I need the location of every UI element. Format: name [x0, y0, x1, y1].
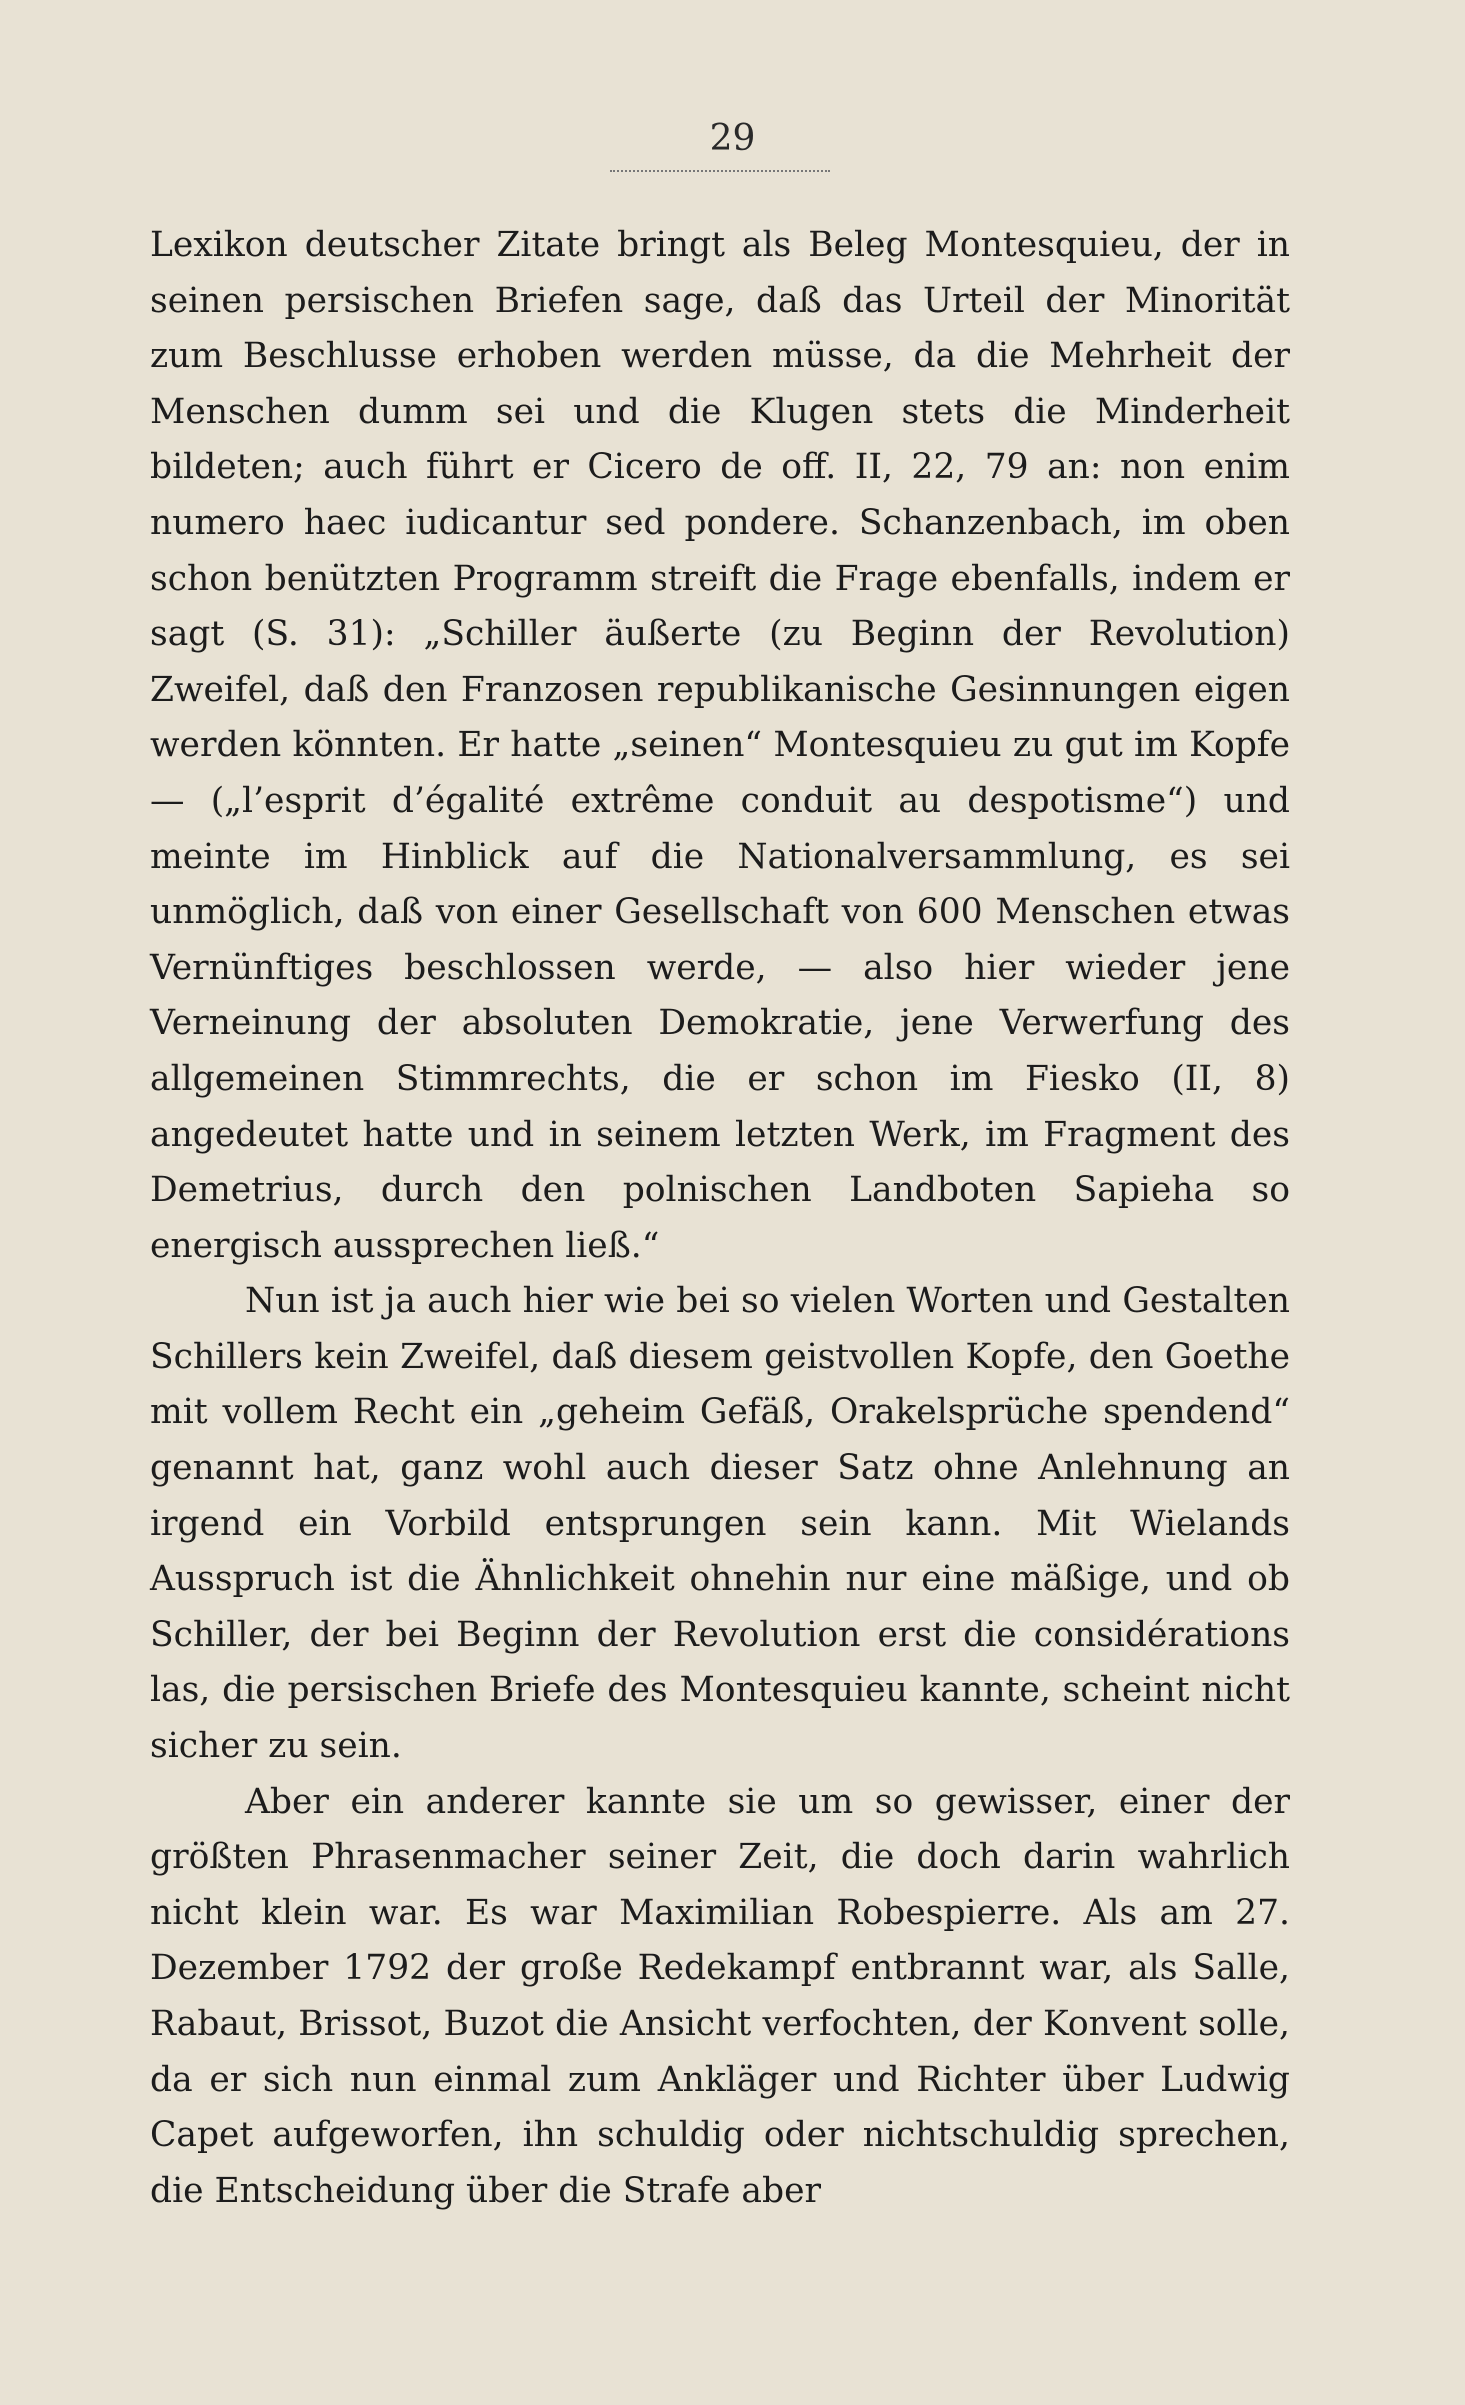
paragraph-3: Aber ein anderer kannte sie um so gewisser, einer der größten Phrasenmacher seiner Zeit, die doch darin wahrlich nicht klein war. Es war Maximilian Robespierre. Als am 27. Dezember 1792 der große Redekampf entbrannt war, als Salle, Rabaut, Brissot, Buzot die Ansicht verfochten, der Konvent solle, da er sich nun einmal zum Ankläger und Richter über Ludwig Capet aufgeworfen, ihn schuldig oder nichtschuldig sprechen, die Entscheidung über die Strafe aber	[150, 1781, 1290, 2211]
paragraph-1: Lexikon deutscher Zitate bringt als Beleg Montesquieu, der in seinen persischen Briefen sage, daß das Urteil der Minorität zum Beschlusse erhoben werden müsse, da die Mehrheit der Menschen dumm sei und die Klugen stets die Minderheit bildeten; auch führt er Cicero de off. II, 22, 79 an: non enim numero haec iudicantur sed pondere. Schanzenbach, im oben schon benützten Programm streift die Frage ebenfalls, indem er sagt (S. 31): „Schiller äußerte (zu Beginn der Revolution) Zweifel, daß den Franzosen republikanische Gesinnungen eigen werden könnten. Er hatte „seinen“ Montesquieu zu gut im Kopfe — („l’esprit d’égalité extrême conduit au despotisme“) und meinte im Hinblick auf die Nationalversammlung, es sei unmöglich, daß von einer Gesellschaft von 600 Menschen etwas Vernünftiges beschlossen werde, — also hier wieder jene Verneinung der absoluten Demokratie, jene Verwerfung des allgemeinen Stimmrechts, die er schon im Fiesko (II, 8) angedeutet hatte und in seinem letzten Werk, im Fragment des Demetrius, durch den polnischen Landboten Sapieha so energisch aussprechen ließ.“	[150, 225, 1290, 1266]
body-text	[150, 218, 1290, 2219]
header-divider	[610, 170, 830, 172]
page-number: 29	[709, 118, 756, 159]
paragraph-2: Nun ist ja auch hier wie bei so vielen Worten und Gestalten Schillers kein Zweifel, daß diesem geistvollen Kopfe, den Goethe mit vollem Recht ein „geheim Gefäß, Orakelsprüche spendend“ genannt hat, ganz wohl auch dieser Satz ohne Anlehnung an irgend ein Vorbild entsprungen sein kann. Mit Wielands Ausspruch ist die Ähnlichkeit ohnehin nur eine mäßige, und ob Schiller, der bei Beginn der Revolution erst die considérations las, die persischen Briefe des Montesquieu kannte, scheint nicht sicher zu sein.	[150, 1281, 1290, 1767]
